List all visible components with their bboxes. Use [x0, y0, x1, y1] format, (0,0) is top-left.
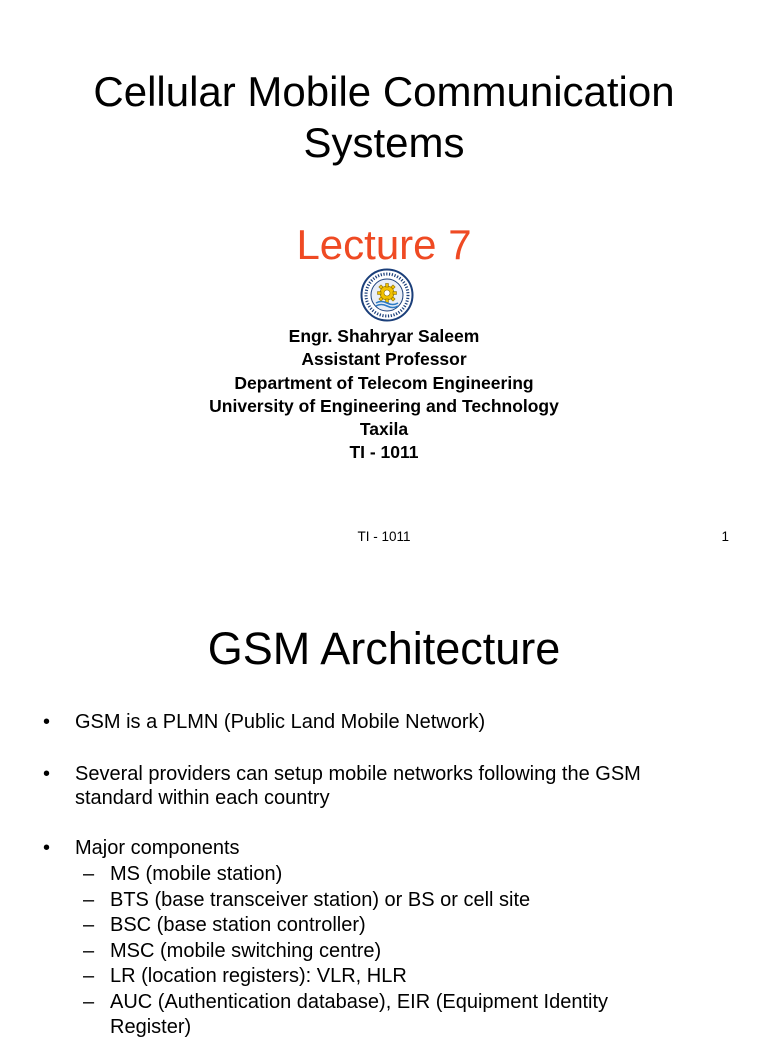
dash-icon: – — [83, 888, 95, 911]
slide-title: GSM Architecture — [207, 623, 561, 674]
bullet-icon: • — [43, 763, 51, 785]
dash-icon: – — [83, 914, 95, 936]
dash-icon: – — [83, 939, 95, 962]
footer-course-code: TI - 1011 — [357, 529, 411, 544]
bullet-text: GSM is a PLMN (Public Land Mobile Network) — [75, 711, 486, 733]
component-text: BSC (base station controller) — [110, 914, 366, 936]
component-text: MSC (mobile switching centre) — [110, 939, 382, 962]
bullet-icon: • — [43, 837, 51, 859]
author-block — [0, 325, 768, 465]
component-item — [75, 964, 690, 990]
component-item — [75, 862, 690, 888]
author-name: Engr. Shahryar Saleem — [288, 326, 480, 346]
bullet-item — [0, 710, 695, 734]
university-seal-icon — [360, 268, 414, 322]
dash-icon: – — [83, 965, 95, 987]
component-text: MS (mobile station) — [110, 863, 283, 885]
bullet-item — [0, 836, 695, 1041]
component-text: LR (location registers): VLR, HLR — [110, 965, 407, 987]
dash-icon: – — [83, 990, 95, 1013]
bullet-text: Several providers can setup mobile networks following the GSM standard within each country — [75, 763, 641, 809]
author-city: Taxila — [359, 419, 409, 440]
lecture-label: Lecture 7 — [296, 221, 472, 268]
component-text: AUC (Authentication database), EIR (Equipment Identity Register) — [110, 990, 609, 1038]
slide-title: Cellular Mobile Communication Systems — [93, 68, 675, 166]
component-item — [75, 913, 690, 939]
author-university: University of Engineering and Technology — [209, 395, 559, 416]
component-item — [75, 888, 690, 914]
component-item — [75, 939, 690, 965]
bullet-icon: • — [43, 711, 51, 733]
footer-page-number: 1 — [721, 529, 729, 544]
components-list — [75, 862, 695, 1041]
slide-2 — [0, 576, 768, 1038]
bullet-item — [0, 762, 695, 810]
author-department: Department of Telecom Engineering — [234, 372, 534, 393]
component-item — [75, 990, 690, 1041]
course-code: TI - 1011 — [349, 442, 419, 463]
bullet-text: Major components — [75, 837, 240, 859]
author-title: Assistant Professor — [301, 349, 467, 370]
dash-icon: – — [83, 863, 95, 885]
bullet-list — [0, 710, 768, 1041]
component-text: BTS (base transceiver station) or BS or cell site — [110, 888, 531, 911]
